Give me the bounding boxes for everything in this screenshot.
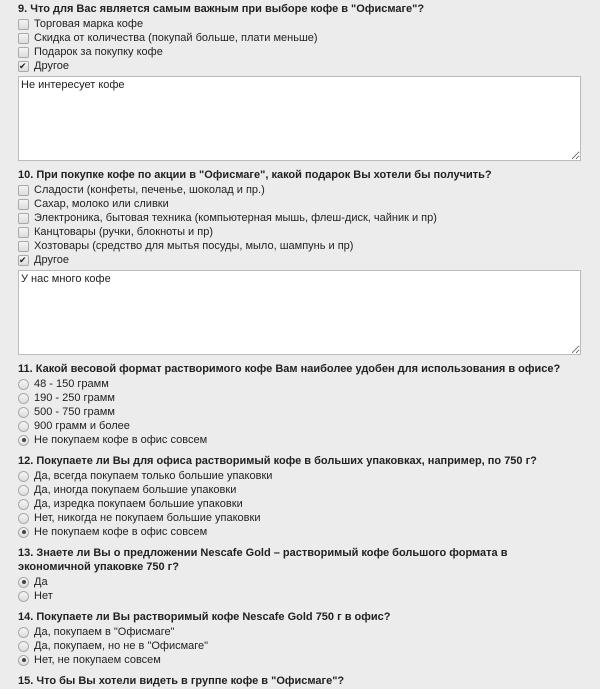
checkbox-option[interactable]: [18, 253, 582, 267]
option-label: Да: [34, 576, 48, 588]
radio-option[interactable]: [18, 625, 582, 639]
checkbox-option[interactable]: [18, 211, 582, 225]
radio-button[interactable]: [18, 627, 29, 638]
radio-option[interactable]: [18, 391, 582, 405]
radio-option[interactable]: [18, 405, 582, 419]
radio-option[interactable]: [18, 525, 582, 539]
question-title: 11. Какой весовой формат растворимого кофе Вам наиболее удобен для использования в офисе?: [18, 363, 561, 375]
q10-other-textarea[interactable]: [18, 270, 581, 355]
question-title: 10. При покупке кофе по акции в "Офисмаге", какой подарок Вы хотели бы получить?: [18, 169, 492, 181]
option-label: Нет, не покупаем совсем: [34, 654, 161, 666]
radio-button[interactable]: [18, 407, 29, 418]
question-10: [18, 168, 582, 355]
option-label: Скидка от количества (покупай больше, плати меньше): [34, 32, 318, 44]
radio-button[interactable]: [18, 513, 29, 524]
radio-option[interactable]: [18, 469, 582, 483]
checkbox[interactable]: [18, 227, 29, 238]
radio-option[interactable]: [18, 483, 582, 497]
question-title: 12. Покупаете ли Вы для офиса растворимый кофе в больших упаковках, например, по 750 г?: [18, 455, 537, 467]
question-9: [18, 2, 582, 161]
checkbox-option[interactable]: [18, 31, 582, 45]
radio-button[interactable]: [18, 379, 29, 390]
radio-option[interactable]: [18, 511, 582, 525]
radio-option[interactable]: [18, 377, 582, 391]
radio-button[interactable]: [18, 499, 29, 510]
radio-button[interactable]: [18, 485, 29, 496]
radio-button[interactable]: [18, 421, 29, 432]
radio-option[interactable]: [18, 639, 582, 653]
option-label: Хозтовары (средство для мытья посуды, мыло, шампунь и пр): [34, 240, 354, 252]
checkbox[interactable]: [18, 47, 29, 58]
radio-button[interactable]: [18, 435, 29, 446]
radio-button[interactable]: [18, 641, 29, 652]
radio-button[interactable]: [18, 393, 29, 404]
option-label: Сладости (конфеты, печенье, шоколад и пр.): [34, 184, 265, 196]
question-title: 9. Что для Вас является самым важным при выборе кофе в "Офисмаге"?: [18, 3, 425, 15]
option-label: Да, покупаем, но не в "Офисмаге": [34, 640, 209, 652]
checkbox-option[interactable]: [18, 183, 582, 197]
option-label: Нет, никогда не покупаем большие упаковки: [34, 512, 261, 524]
q9-other-textarea[interactable]: [18, 76, 581, 161]
option-label: Подарок за покупку кофе: [34, 46, 163, 58]
checkbox[interactable]: [18, 213, 29, 224]
radio-option[interactable]: [18, 575, 582, 589]
option-label: 190 - 250 грамм: [34, 392, 115, 404]
option-label: Да, покупаем в "Офисмаге": [34, 626, 175, 638]
question-11: [18, 362, 582, 447]
radio-option[interactable]: [18, 589, 582, 603]
checkbox[interactable]: [18, 185, 29, 196]
option-label: Сахар, молоко или сливки: [34, 198, 169, 210]
question-12: [18, 454, 582, 539]
question-title: 14. Покупаете ли Вы растворимый кофе Nescafe Gold 750 г в офис?: [18, 611, 391, 623]
option-label: Другое: [34, 60, 69, 72]
question-15: [18, 674, 582, 688]
radio-button[interactable]: [18, 577, 29, 588]
question-14: [18, 610, 582, 667]
checkbox-option[interactable]: [18, 17, 582, 31]
radio-button[interactable]: [18, 655, 29, 666]
question-title: 15. Что бы Вы хотели видеть в группе кофе в "Офисмаге"?: [18, 675, 345, 687]
checkbox[interactable]: [18, 19, 29, 30]
option-label: Да, изредка покупаем большие упаковки: [34, 498, 243, 510]
radio-option[interactable]: [18, 433, 582, 447]
checkbox[interactable]: [18, 241, 29, 252]
option-label: Да, иногда покупаем большие упаковки: [34, 484, 237, 496]
checkbox[interactable]: [18, 61, 29, 72]
checkbox-option[interactable]: [18, 239, 582, 253]
option-label: Да, всегда покупаем только большие упаковки: [34, 470, 273, 482]
option-label: 48 - 150 грамм: [34, 378, 109, 390]
checkbox[interactable]: [18, 199, 29, 210]
radio-option[interactable]: [18, 653, 582, 667]
option-label: Электроника, бытовая техника (компьютерная мышь, флеш-диск, чайник и пр): [34, 212, 437, 224]
question-title: 13. Знаете ли Вы о предложении Nescafe Gold – растворимый кофе большого формата в экономичной упаковке 750 г?: [18, 547, 508, 573]
option-label: Не покупаем кофе в офис совсем: [34, 526, 208, 538]
radio-button[interactable]: [18, 471, 29, 482]
checkbox-option[interactable]: [18, 59, 582, 73]
option-label: Нет: [34, 590, 53, 602]
radio-button[interactable]: [18, 591, 29, 602]
checkbox-option[interactable]: [18, 45, 582, 59]
question-13: [18, 546, 582, 603]
checkbox[interactable]: [18, 255, 29, 266]
option-label: Канцтовары (ручки, блокноты и пр): [34, 226, 213, 238]
option-label: Не покупаем кофе в офис совсем: [34, 434, 208, 446]
option-label: 900 грамм и более: [34, 420, 130, 432]
option-label: Другое: [34, 254, 69, 266]
option-label: Торговая марка кофе: [34, 18, 144, 30]
checkbox[interactable]: [18, 33, 29, 44]
radio-option[interactable]: [18, 497, 582, 511]
checkbox-option[interactable]: [18, 225, 582, 239]
radio-button[interactable]: [18, 527, 29, 538]
option-label: 500 - 750 грамм: [34, 406, 115, 418]
checkbox-option[interactable]: [18, 197, 582, 211]
radio-option[interactable]: [18, 419, 582, 433]
